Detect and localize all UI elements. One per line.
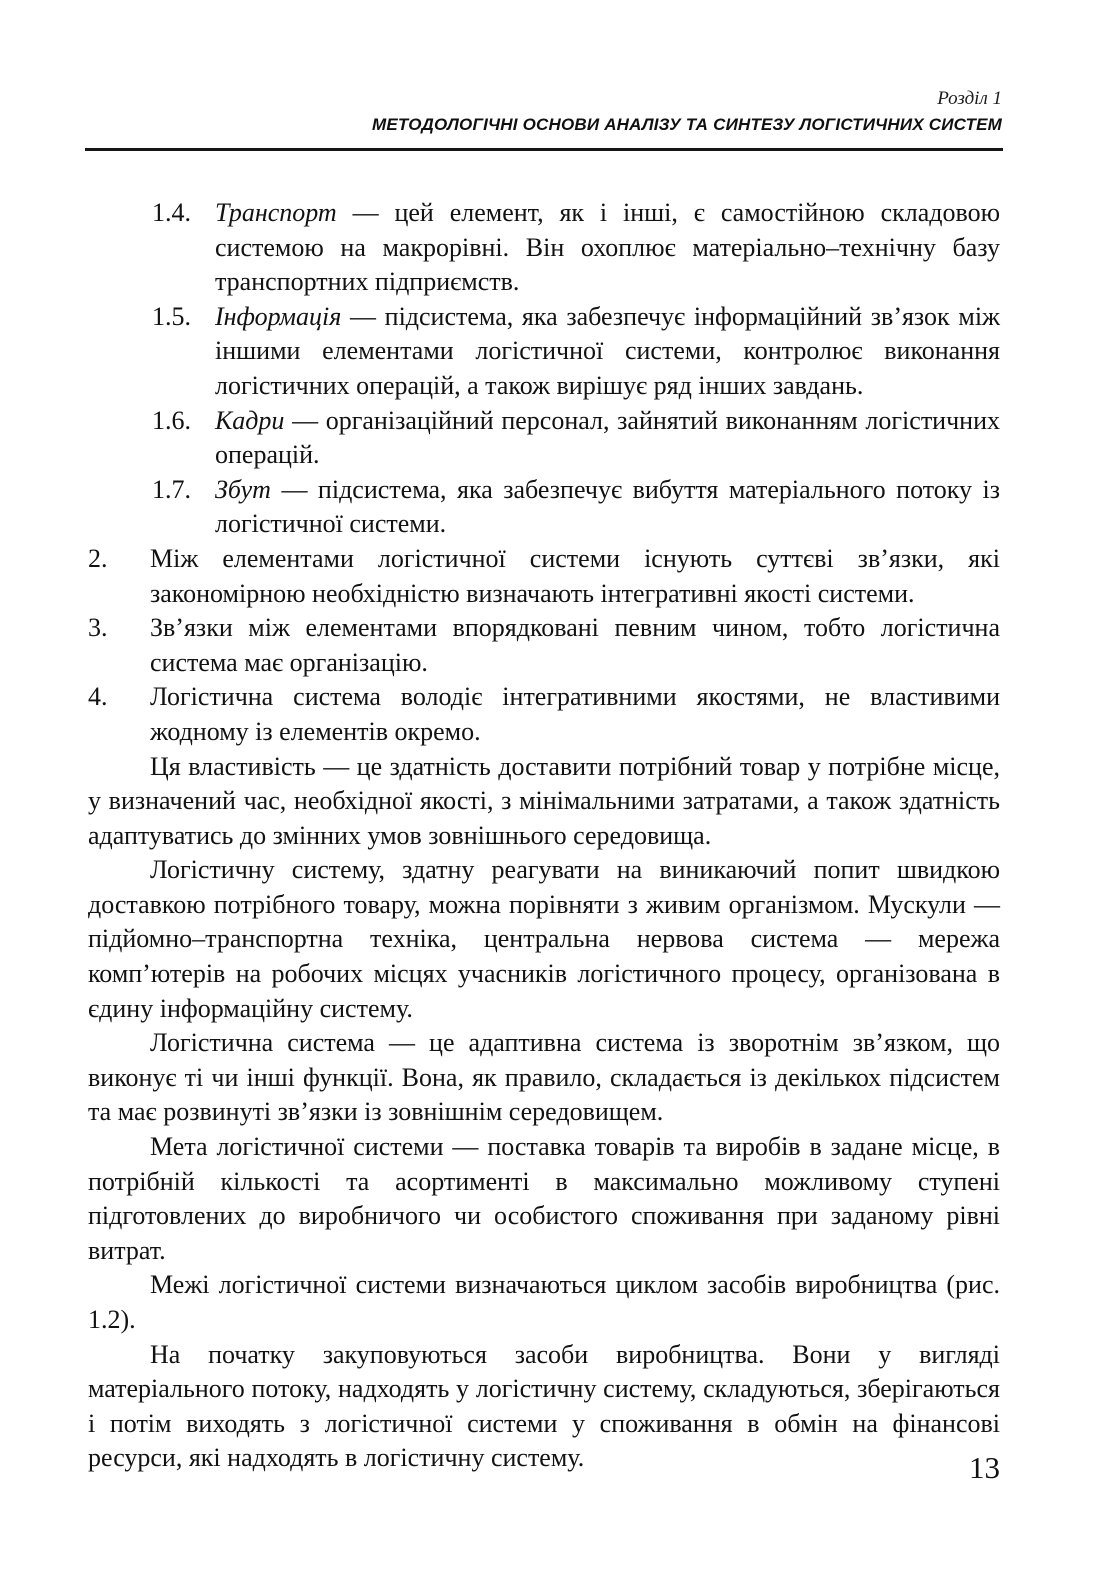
list-item-3: [88, 611, 1000, 680]
item-body: — організаційний персонал, зайнятий виконанням логістичних операцій.: [215, 405, 1000, 470]
paragraph: Ця властивість — це здатність доставити потрібний товар у потрібне місце, у визначений час, необхідної якості, з мінімальними затратами, а також здатність адаптуватись до змінних умов зовнішнього середовища.: [88, 751, 1000, 850]
item-text: [215, 473, 1000, 542]
item-text: [215, 300, 1000, 404]
list-item-1-4: [88, 196, 1000, 300]
paragraph: На початку закуповуються засоби виробництва. Вони у вигляді матеріального потоку, надходять у логістичну систему, складуються, зберігаються і потім виходять з логістичної системи у споживання в обмін на фінансові ресурси, які надходять в логістичну систему.: [88, 1339, 1000, 1473]
item-term: Кадри: [215, 405, 285, 435]
item-text: [215, 404, 1000, 473]
chapter-label: Розділ 1: [937, 88, 1002, 109]
list-item-2: [88, 542, 1000, 611]
paragraph: Логістичну систему, здатну реагувати на виникаючий попит швидкою доставкою потрібного товару, можна порівняти з живим організмом. Мускули — підйомно–транспортна техніка, центральна нервова система — мережа комп’ютерів на робочих місцях учасників логістичного процесу, організована в єдину інформаційну систему.: [88, 855, 1000, 1023]
item-text: [215, 196, 1000, 300]
header-rule: [85, 148, 1003, 151]
item-text: Між елементами логістичної системи існують суттєві зв’язки, які закономірною необхідністю визначають інтегративні якості системи.: [150, 543, 1000, 608]
chapter-title: МЕТОДОЛОГІЧНІ ОСНОВИ АНАЛІЗУ ТА СИНТЕЗУ ЛОГІСТИЧНИХ СИСТЕМ: [372, 115, 1002, 134]
item-text: Зв’язки між елементами впорядковані певним чином, тобто логістична система має організацію.: [150, 613, 1000, 677]
item-number: 1.7.: [152, 474, 191, 504]
paragraph: Мета логістичної системи — поставка товарів та виробів в задане місце, в потрібній кількості та асортименті в максимально можливому ступені підготовлених до виробничого чи особистого споживання при заданому рівні витрат.: [88, 1132, 1000, 1265]
item-body: — підсистема, яка забезпечує вибуття матеріального потоку із логістичної системи.: [215, 474, 1000, 539]
item-term: Збут: [215, 474, 271, 504]
paragraph: Межі логістичної системи визначаються циклом засобів виробництва (рис. 1.2).: [88, 1270, 1000, 1334]
item-number: 1.6.: [152, 405, 191, 435]
item-number: 2.: [88, 543, 108, 573]
list-item-4: [88, 680, 1000, 749]
item-term: Інформація: [215, 301, 342, 331]
item-number: 3.: [88, 613, 108, 643]
list-item-1-7: [88, 473, 1000, 542]
body-text: [88, 196, 1000, 1476]
paragraph: Логістична система — це адаптивна система із зворотнім зв’язком, що виконує ті чи інші функції. Вона, як правило, складається із декількох підсистем та має розвинуті зв’язки із зовнішнім середовищем.: [88, 1028, 1000, 1127]
item-number: 1.4.: [152, 198, 191, 227]
item-body: — підсистема, яка забезпечує інформаційний зв’язок між іншими елементами логістичної системи, контролює виконання логістичних операцій, а також вирішує ряд інших завдань.: [215, 301, 1001, 400]
item-body: — цей елемент, як і інші, є самостійною складовою системою на макрорівні. Він охоплює матеріально–технічну базу транспортних підприємств.: [215, 198, 1001, 297]
item-text: Логістична система володіє інтегративними якостями, не властивими жодному із елементів окремо.: [150, 682, 1000, 746]
item-number: 1.5.: [152, 301, 191, 331]
item-term: Транспорт: [215, 198, 337, 227]
page-number: 13: [969, 1450, 1000, 1485]
page-header: [372, 88, 1002, 135]
list-item-1-6: [88, 404, 1000, 473]
item-number: 4.: [88, 682, 108, 712]
list-item-1-5: [88, 300, 1000, 404]
